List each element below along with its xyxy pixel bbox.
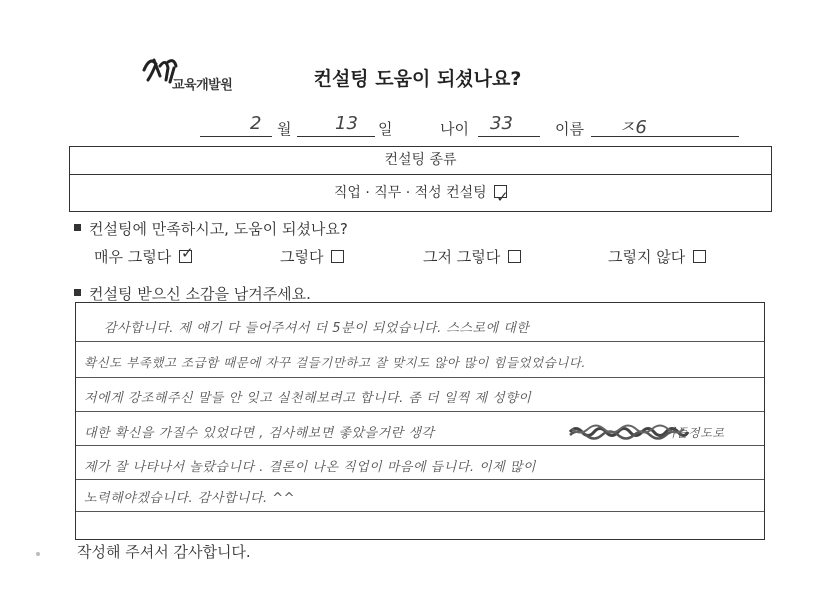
option-label: 매우 그렇다 xyxy=(94,248,172,266)
option-no[interactable] xyxy=(608,246,706,267)
ruled-line xyxy=(76,511,764,512)
handwritten-line-2: 확신도 부족했고 조급함 때문에 자꾸 걸들기만하고 잘 맞지도 않아 많이 힘들었었습니다. xyxy=(84,355,586,370)
consulting-type-checkbox[interactable] xyxy=(494,185,509,206)
option-checkbox[interactable] xyxy=(331,250,344,263)
option-label: 그렇지 않다 xyxy=(608,248,686,266)
option-so-so[interactable] xyxy=(423,246,521,267)
consulting-type-table xyxy=(69,146,772,212)
handwritten-line-1: 감사합니다. 제 얘기 다 들어주셔서 더 5분이 되었습니다. 스스로에 대한 xyxy=(104,321,530,336)
month-label: 월 xyxy=(277,120,292,138)
satisfaction-question xyxy=(74,218,348,239)
name-underline xyxy=(591,114,739,137)
ruled-line xyxy=(76,341,764,342)
check-icon: ✓ xyxy=(181,244,194,262)
handwritten-line-4-tail: 이들정도로 xyxy=(664,426,725,440)
age-label: 나이 xyxy=(440,120,469,138)
name-value[interactable]: ㅈ6 xyxy=(618,117,647,138)
handwritten-line-6: 노력해야겠습니다. 감사합니다. ^^ xyxy=(84,491,296,506)
day-value[interactable]: 13 xyxy=(335,113,358,134)
ruled-line xyxy=(76,411,764,412)
impressions-question xyxy=(74,283,311,304)
option-yes[interactable] xyxy=(280,246,344,267)
handwritten-line-3: 저에게 강조해주신 말들 안 잊고 실천해보려고 합니다. 좀 더 일찍 제 성향이 xyxy=(84,391,532,406)
handwritten-line-5: 제가 잘 나타나서 놀랐습니다 . 결론이 나온 직업이 마음에 듭니다. 이제 많이 xyxy=(84,460,536,475)
satisfaction-question-text: 컨설팅에 만족하시고, 도움이 되셨나요? xyxy=(89,220,348,238)
ruled-line xyxy=(76,445,764,446)
option-checkbox[interactable] xyxy=(179,244,194,263)
ruled-line xyxy=(76,479,764,480)
footer-thanks: 작성해 주셔서 감사합니다. xyxy=(77,543,251,561)
check-icon: ✓ xyxy=(496,188,509,206)
logo-text: 교육개발원 xyxy=(172,78,233,93)
scribbled-out-text xyxy=(568,423,690,441)
scan-speck xyxy=(36,552,40,556)
bullet-square-icon xyxy=(74,289,81,296)
option-very-much[interactable] xyxy=(94,246,192,267)
bullet-square-icon xyxy=(74,224,81,231)
consulting-type-header: 컨설팅 종류 xyxy=(70,147,771,175)
consulting-type-option-row[interactable] xyxy=(70,175,771,211)
impressions-question-text: 컨설팅 받으신 소감을 남겨주세요. xyxy=(89,285,311,303)
option-label: 그저 그렇다 xyxy=(423,248,501,266)
handwritten-line-4: 대한 확신을 가질수 있었다면 , 검사해보면 좋았을거란 생각 xyxy=(84,426,435,441)
option-checkbox[interactable] xyxy=(508,250,521,263)
ruled-line xyxy=(76,377,764,378)
impressions-textarea[interactable] xyxy=(75,302,765,540)
name-label: 이름 xyxy=(555,120,584,138)
consulting-type-option-label: 직업 · 직무 · 적성 컨설팅 xyxy=(333,185,487,201)
page-title: 컨설팅 도움이 되셨나요? xyxy=(313,68,522,90)
option-label: 그렇다 xyxy=(280,248,324,266)
age-value[interactable]: 33 xyxy=(490,113,513,134)
option-checkbox[interactable] xyxy=(693,250,706,263)
month-value[interactable]: 2 xyxy=(250,113,262,134)
day-label: 일 xyxy=(378,120,393,138)
